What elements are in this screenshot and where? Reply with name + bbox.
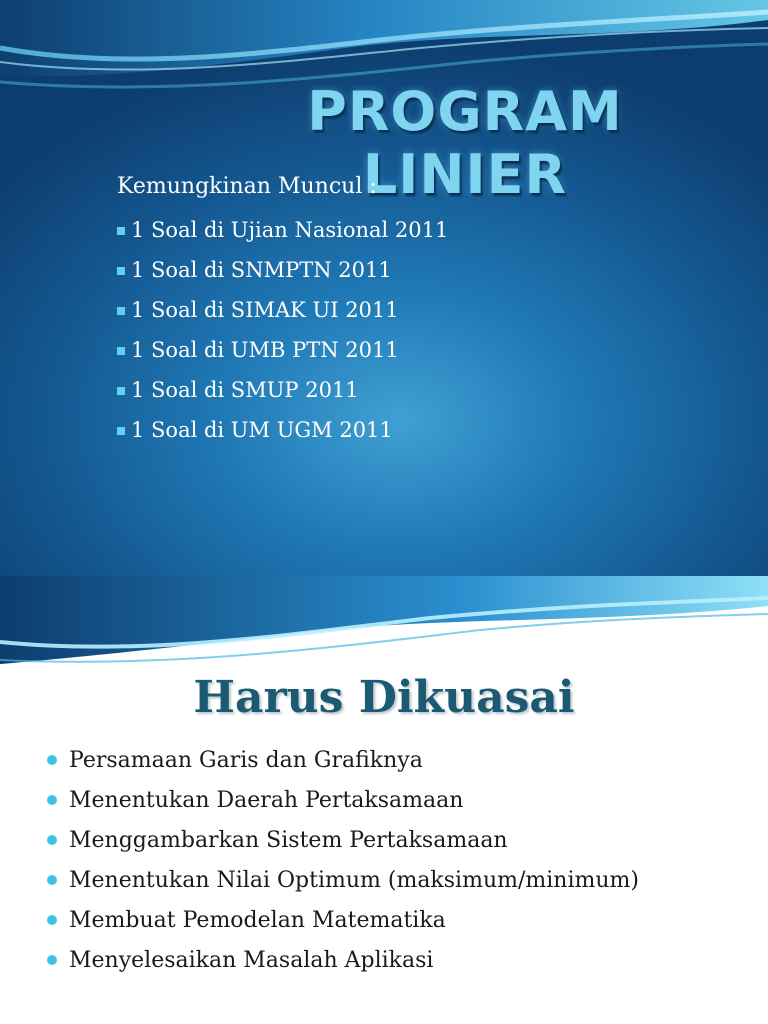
list-item: Membuat Pemodelan Matematika	[47, 900, 639, 940]
skill-list	[47, 740, 639, 980]
slide-title: Harus Dikuasai	[193, 672, 575, 723]
round-bullet-icon	[47, 955, 57, 965]
square-bullet-icon	[117, 227, 125, 235]
round-bullet-icon	[47, 835, 57, 845]
list-item: Menentukan Nilai Optimum (maksimum/minimum)	[47, 860, 639, 900]
round-bullet-icon	[47, 915, 57, 925]
list-item: Menggambarkan Sistem Pertaksamaan	[47, 820, 639, 860]
square-bullet-icon	[117, 267, 125, 275]
round-bullet-icon	[47, 755, 57, 765]
list-item: 1 Soal di SNMPTN 2011	[117, 250, 448, 290]
list-item: Menentukan Daerah Pertaksamaan	[47, 780, 639, 820]
round-bullet-icon	[47, 875, 57, 885]
square-bullet-icon	[117, 387, 125, 395]
exam-list	[117, 210, 448, 450]
square-bullet-icon	[117, 427, 125, 435]
list-item: Persamaan Garis dan Grafiknya	[47, 740, 639, 780]
list-item: 1 Soal di SMUP 2011	[117, 370, 448, 410]
intro-text: Kemungkinan Muncul :	[117, 174, 377, 199]
list-item: 1 Soal di SIMAK UI 2011	[117, 290, 448, 330]
square-bullet-icon	[117, 347, 125, 355]
wave-decoration	[0, 576, 768, 676]
round-bullet-icon	[47, 795, 57, 805]
list-item: 1 Soal di UMB PTN 2011	[117, 330, 448, 370]
list-item: Menyelesaikan Masalah Aplikasi	[47, 940, 639, 980]
slide-harus-dikuasai	[0, 576, 768, 1024]
list-item: 1 Soal di UM UGM 2011	[117, 410, 448, 450]
slide-title: PROGRAM LINIER	[307, 80, 623, 206]
list-item: 1 Soal di Ujian Nasional 2011	[117, 210, 448, 250]
square-bullet-icon	[117, 307, 125, 315]
